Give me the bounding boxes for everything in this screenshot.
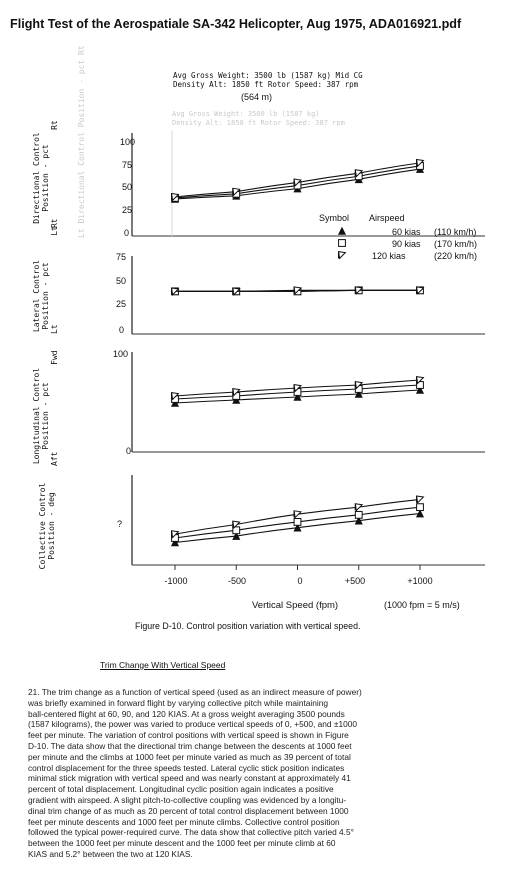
ylabel-collective-line-1: Collective Control [38,482,47,570]
ghost-ylabel-directional: Lt Directional Control Position - pct Rt [77,45,86,238]
paragraph-line: per minute and the climbs at 1000 feet per minute varied as much as 39 percent of total [28,751,351,762]
body-paragraph [28,687,476,860]
ghost-text-1: Avg Gross Weight: 3500 lb (1587 kg) [172,110,320,118]
conditions-line-2: Density Alt: 1850 ft Rotor Speed: 387 rpm [173,80,359,89]
legend-kmh-60: (110 km/h) [434,227,477,237]
data-point-square [417,504,424,511]
paragraph-line: dinal trim change of as much as 20 percent of total control displacement between 1000 [28,805,349,816]
legend-kmh-120: (220 km/h) [434,251,478,261]
paragraph-line: gradient with airspeed. A slight pitch-to-collective coupling was evidenced by a longitu- [28,794,347,805]
ytick-lat-25: 25 [116,299,127,309]
paragraph-line: followed the typical power-required curve. The data show that collective pitch varied 4.5° [28,827,354,838]
ytick-dir-0: 0 [124,228,130,238]
ylabel-directional-line-3: Lt Rt [50,120,59,236]
x-axis-label: Vertical Speed (fpm) [252,600,339,611]
data-point-square [355,511,362,518]
legend-kias-60: 60 kias [392,227,421,237]
paragraph-line: D-10. The data show that the directional trim change between the descents at 1000 feet [28,740,352,751]
ytick-dir-75: 75 [122,160,133,170]
data-point-square [294,519,301,526]
data-point-flag [417,496,424,503]
paragraph-line: (1587 kilograms), the power was varied to produce vertical speeds of 0, +500, and ±1000 [28,719,358,730]
ytick-lat-50: 50 [116,276,127,286]
paragraph-line: KIAS and 5.2° between the two at 120 KIAS. [28,848,193,859]
legend-marker-triangle [339,228,346,235]
xtick-plus-1000: +1000 [407,576,433,586]
paragraph-line: ball-centered flight at 60, 90, and 120 KIAS. At a gross weight averaging 3500 pounds [28,708,345,719]
ytick-dir-25: 25 [122,205,133,215]
ylabel-directional-line-2: Position - pct [41,144,50,212]
ytick-dir-50: 50 [122,182,133,192]
legend-marker-flag [339,252,346,259]
xtick-plus-500: +500 [344,576,366,586]
legend-symbol-header: Symbol [319,213,350,223]
conditions-line-1: Avg Gross Weight: 3500 lb (1587 kg) Mid CG [173,71,363,80]
paragraph-line: 21. The trim change as a function of vertical speed (used as an indirect measure of power) [28,687,362,697]
ytick-long-0: 0 [126,446,132,456]
ylabel-collective-line-2: Position - deg [47,492,56,560]
paragraph-line: was briefly examined in forward flight by varying collective pitch while maintaining [28,697,329,708]
ytick-long-100: 100 [113,349,129,359]
paragraph-line: minimal stick migration with vertical speed and was nearly constant at approximately 41 [28,773,351,784]
ylabel-lateral-line-3: Lt Rt [50,218,59,334]
ytick-lat-75: 75 [116,252,127,262]
ghost-text-2: Density Alt: 1850 ft Rotor Speed: 387 rpm [172,119,345,127]
ylabel-directional-line-1: Directional Control [32,132,41,224]
ylabel-longitudinal-line-1: Longitudinal Control [32,367,41,465]
section-heading: Trim Change With Vertical Speed [100,660,226,670]
x-axis-note: (1000 fpm = 5 m/s) [384,600,460,610]
xtick-minus-500: -500 [227,576,246,586]
ytick-coll-unknown: ? [117,519,123,529]
xtick-minus-1000: -1000 [164,576,188,586]
xtick-0: 0 [297,576,303,586]
paragraph-line: feet per minute. The variation of control positions with vertical speed is shown in Figure [28,730,349,741]
paragraph-line: control displacement for the three speeds tested. Lateral cyclic stick position indicates [28,762,345,773]
figure-caption: Figure D-10. Control position variation with vertical speed. [135,621,361,631]
ylabel-lateral-line-2: Position - pct [41,262,50,330]
document-title: Flight Test of the Aerospatiale SA-342 Helicopter, Aug 1975, ADA016921.pdf [10,17,462,31]
legend-marker-square [339,240,346,247]
legend-kias-90: 90 kias [392,239,421,249]
ylabel-longitudinal-line-3: Aft Fwd [50,350,59,466]
ytick-dir-100: 100 [120,137,136,147]
ylabel-lateral-line-1: Lateral Control [32,259,41,333]
paragraph-line: feet per minute descents and 1000 feet per minute climbs. Collective control position [28,816,340,827]
legend-kmh-90: (170 km/h) [434,239,478,249]
conditions-line-3: (564 m) [241,92,273,102]
paragraph-line: percent of total displacement. Longitudinal cyclic position again indicates a positive [28,784,334,795]
legend-kias-120: 120 kias [372,251,406,261]
ylabel-longitudinal-line-2: Position - pct [41,382,50,450]
legend-airspeed-header: Airspeed [369,213,405,223]
ytick-lat-0: 0 [119,325,125,335]
paragraph-line: between the 1000 feet per minute descent and the 1000 feet per minute climb at 60 [28,838,336,849]
